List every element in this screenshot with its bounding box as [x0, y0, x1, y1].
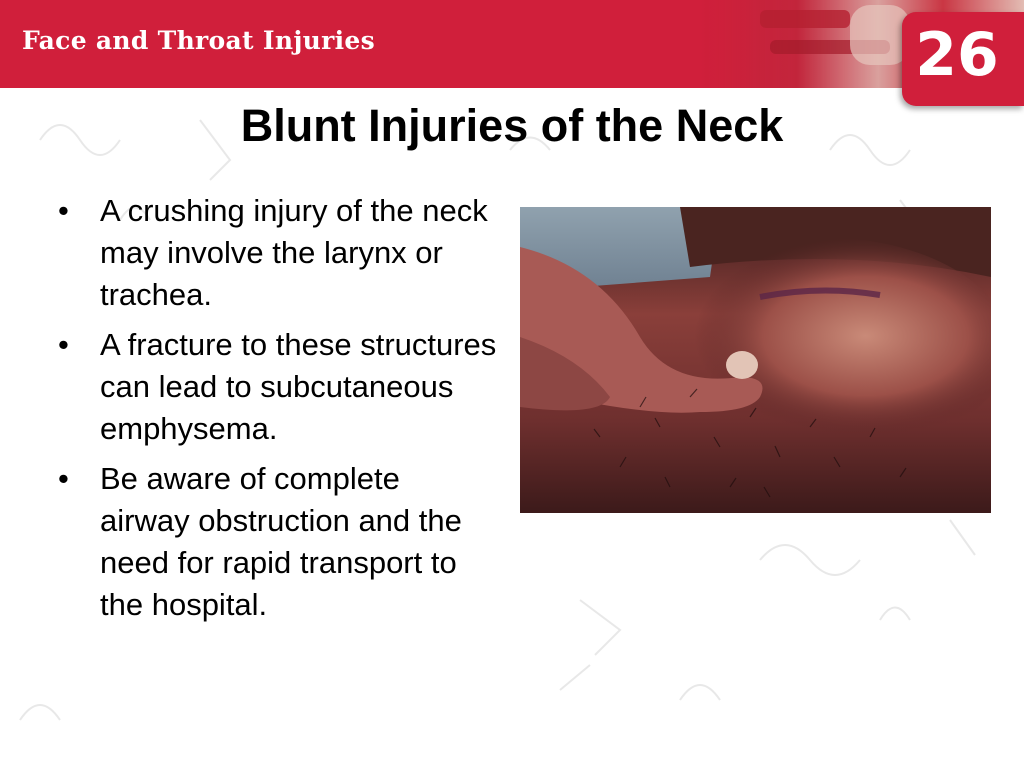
bullet-text: A fracture to these structures can lead to subcutaneous emphysema. [100, 327, 497, 446]
header-band [0, 0, 1024, 88]
section-title: Face and Throat Injuries [22, 26, 375, 55]
slide-title: Blunt Injuries of the Neck [240, 100, 784, 151]
bullet-dot: • [58, 193, 69, 228]
bullet-dot: • [58, 327, 69, 362]
chapter-number: 26 [915, 20, 999, 90]
bullet-text: A crushing injury of the neck may involve the larynx or trachea. [100, 193, 488, 312]
bullet-text: Be aware of complete airway obstruction and the need for rapid transport to the hospital. [100, 461, 462, 622]
bullet-item [58, 458, 498, 626]
bullet-item [58, 190, 498, 316]
chapter-badge [902, 12, 1024, 106]
bullet-dot: • [58, 461, 69, 496]
bullet-list [58, 190, 498, 634]
neck-injury-photo [520, 207, 991, 513]
bullet-item [58, 324, 498, 450]
